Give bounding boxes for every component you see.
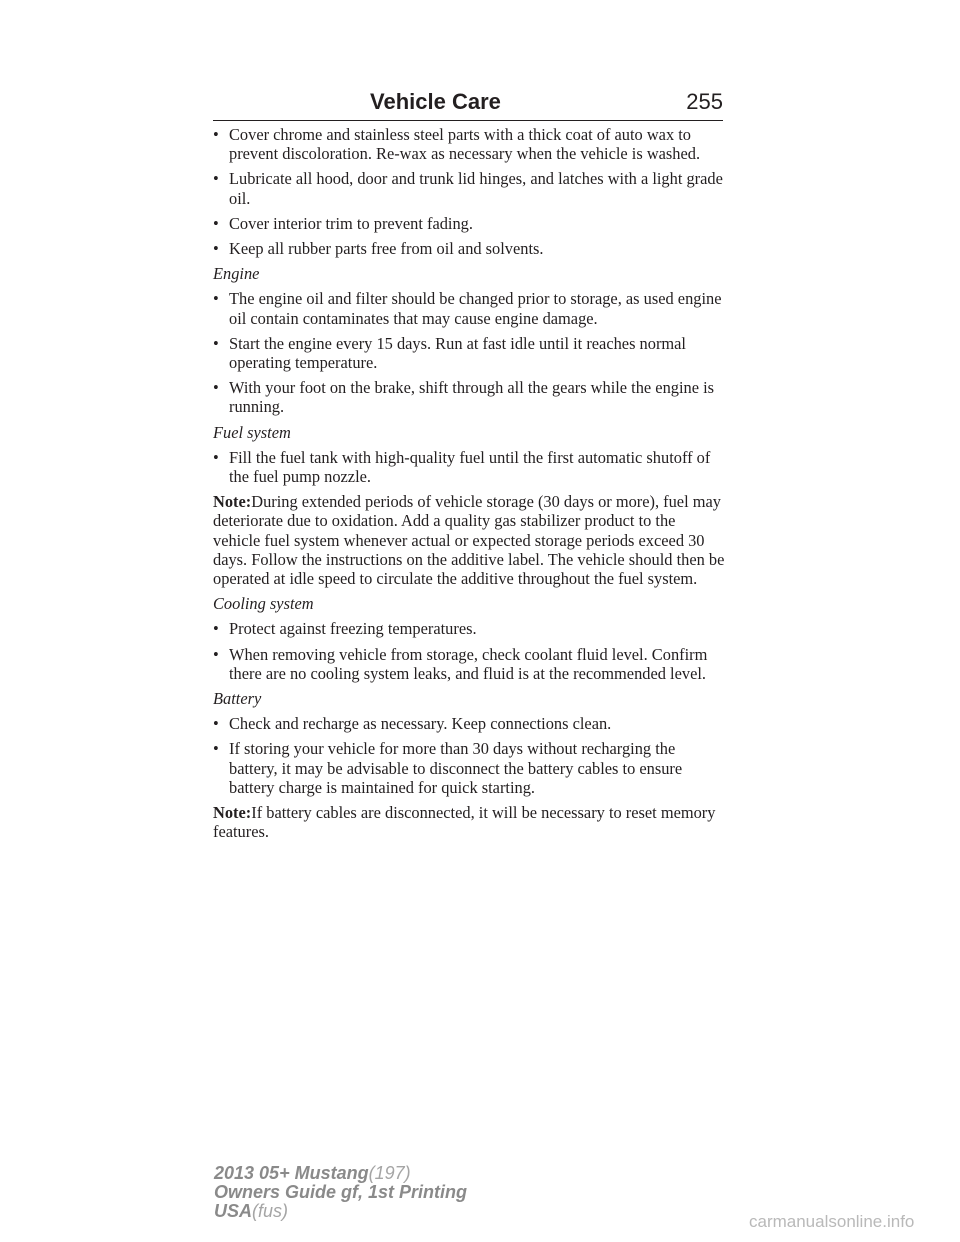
footer-line-3 xyxy=(214,1202,467,1221)
subsection-heading: Battery xyxy=(213,689,262,709)
bullet-item xyxy=(213,378,725,416)
footer-line-1 xyxy=(214,1164,467,1183)
bullet-text: Keep all rubber parts free from oil and solvents. xyxy=(229,239,544,259)
subsection-heading: Cooling system xyxy=(213,594,314,614)
bullet-icon: • xyxy=(213,239,219,259)
note-text: During extended periods of vehicle storage (30 days or more), fuel may deteriorate due to oxidation. Add a quality gas stabilizer product to the vehicle fuel system whenever actual or expected storage periods exceed 30 days. Follow the instructions on the additive label. The vehicle should then be operated at idle speed to circulate the additive throughout the fuel system. xyxy=(213,492,725,589)
bullet-item xyxy=(213,714,725,733)
bullet-icon: • xyxy=(213,378,219,398)
bullet-text: Cover interior trim to prevent fading. xyxy=(229,213,473,233)
page-body xyxy=(213,125,725,848)
bullet-item xyxy=(213,169,725,207)
bullet-text: Protect against freezing temperatures. xyxy=(229,619,477,639)
bullet-item xyxy=(213,214,725,233)
subsection-heading: Fuel system xyxy=(213,422,291,442)
bullet-item xyxy=(213,645,725,683)
page-footer xyxy=(214,1164,467,1221)
bullet-icon: • xyxy=(213,289,219,309)
subsection-heading: Engine xyxy=(213,264,260,284)
note-label: Note: xyxy=(213,803,252,823)
bullet-text: Fill the fuel tank with high-quality fuel until the first automatic shutoff of the fuel pump nozzle. xyxy=(229,447,711,487)
bullet-text: When removing vehicle from storage, check coolant fluid level. Confirm there are no cooling system leaks, and fluid is at the recommended level. xyxy=(229,644,708,683)
footer-market: USA xyxy=(214,1201,253,1221)
bullet-icon: • xyxy=(213,714,219,734)
note-paragraph xyxy=(213,492,725,588)
footer-market-code: (fus) xyxy=(252,1201,289,1221)
bullet-item xyxy=(213,289,725,327)
bullet-text: If storing your vehicle for more than 30 days without recharging the battery, it may be advisable to disconnect the battery cables to ensure battery charge is maintained for quick starting. xyxy=(229,739,683,797)
bullet-icon: • xyxy=(213,739,219,759)
bullet-item xyxy=(213,239,725,258)
bullet-item xyxy=(213,334,725,372)
footer-line-2: Owners Guide gf, 1st Printing xyxy=(214,1182,468,1202)
bullet-icon: • xyxy=(213,447,219,467)
bullet-text: Check and recharge as necessary. Keep connections clean. xyxy=(229,714,612,734)
bullet-text: The engine oil and filter should be changed prior to storage, as used engine oil contain contaminates that may cause engine damage. xyxy=(229,289,722,328)
bullet-item xyxy=(213,619,725,638)
bullet-icon: • xyxy=(213,644,219,664)
page-header xyxy=(213,88,723,118)
bullet-icon: • xyxy=(213,125,219,144)
bullet-text: Cover chrome and stainless steel parts with a thick coat of auto wax to prevent discoloration. Re-wax as necessary when the vehicle is washed. xyxy=(229,125,701,164)
header-divider xyxy=(213,120,723,121)
bullet-text: Start the engine every 15 days. Run at fast idle until it reaches normal operating temperature. xyxy=(229,333,686,373)
bullet-text: With your foot on the brake, shift through all the gears while the engine is running. xyxy=(229,378,715,417)
note-label: Note: xyxy=(213,492,252,512)
bullet-icon: • xyxy=(213,619,219,639)
bullet-item xyxy=(213,448,725,486)
bullet-item xyxy=(213,739,725,797)
bullet-text: Lubricate all hood, door and trunk lid hinges, and latches with a light grade oil. xyxy=(229,169,723,208)
footer-model: 2013 05+ Mustang xyxy=(214,1163,369,1183)
page-number: 255 xyxy=(686,89,723,114)
section-title: Vehicle Care xyxy=(370,89,501,114)
note-paragraph xyxy=(213,803,725,841)
footer-model-code: (197) xyxy=(368,1163,411,1183)
bullet-icon: • xyxy=(213,213,219,233)
note-text: If battery cables are disconnected, it will be necessary to reset memory features. xyxy=(213,803,716,842)
bullet-item xyxy=(213,125,725,163)
bullet-icon: • xyxy=(213,333,219,353)
watermark-link[interactable]: carmanualsonline.info xyxy=(749,1212,915,1231)
bullet-icon: • xyxy=(213,169,219,189)
